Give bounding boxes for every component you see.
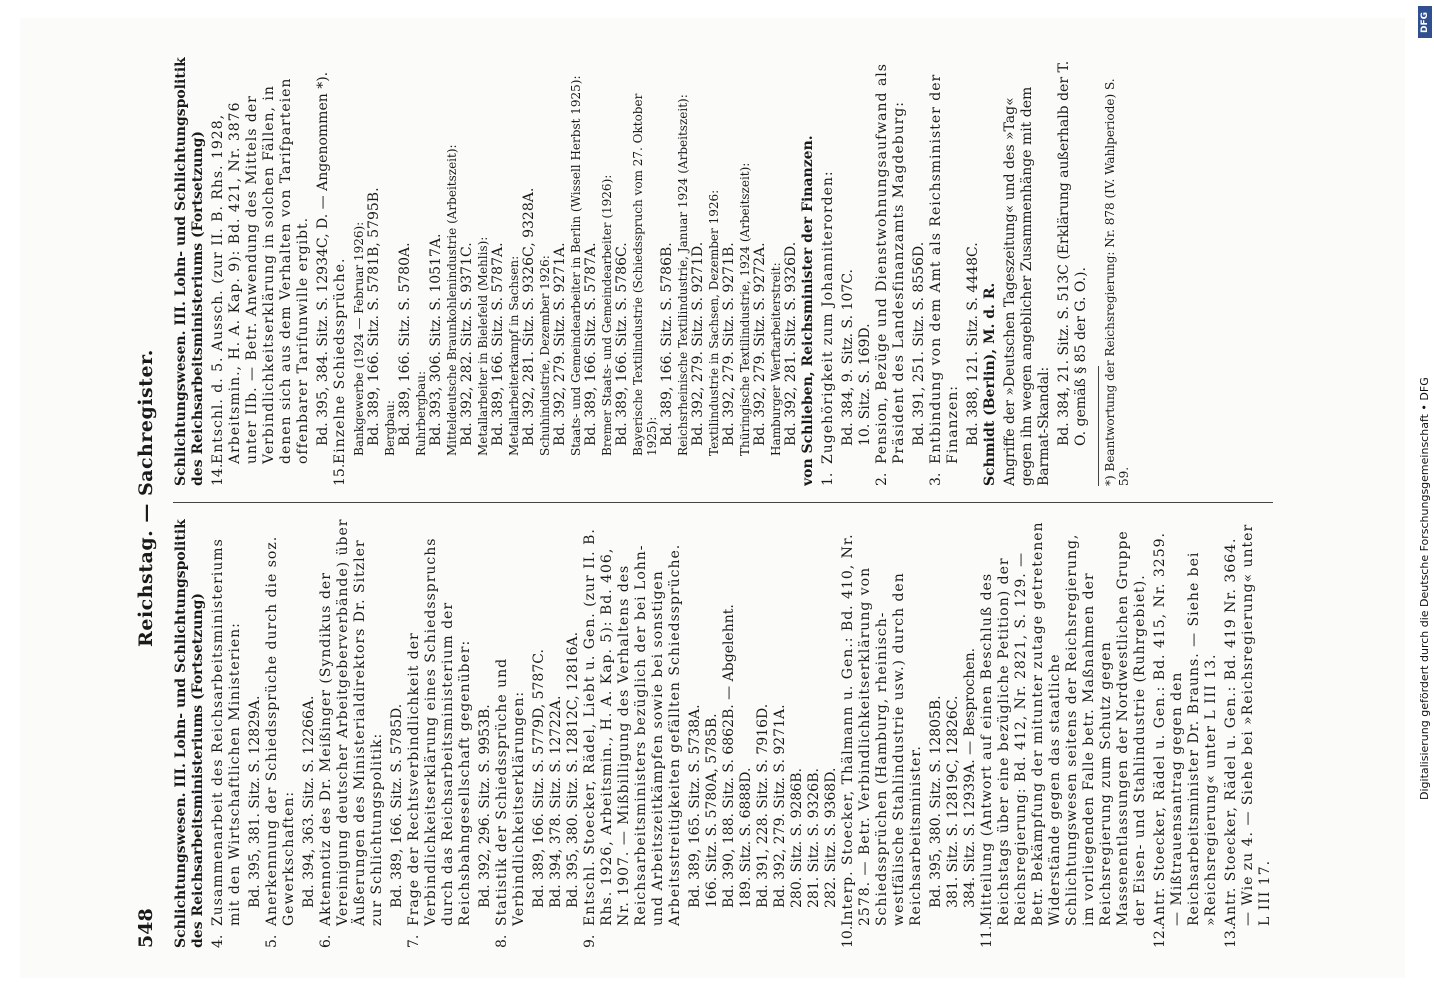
page-number: 548 — [135, 908, 157, 948]
volume-reference: 384. Sitz. S. 12939A. — Besprochen. — [962, 647, 978, 908]
volume-reference: Bd. 389, 166. Sitz. S. 5785D. — [389, 703, 405, 908]
volume-reference: Bd. 392, 279. Sitz. S. 9271A. — [772, 704, 788, 908]
volume-reference: Bd. 384, 21. Sitz. S. 513C (Erklärung außerhalb der T. O. gemäß § 85 der G. O.). — [1056, 60, 1089, 446]
item-text: Statistik der Schiedssprüche und Verbindlichkeitserklärungen: — [494, 657, 527, 926]
item-number: 7. — [406, 934, 422, 948]
item-number: 9. — [582, 934, 598, 948]
volume-reference: Bd. 394, 363. Sitz. S. 12266A. — [301, 695, 317, 908]
subtopic-label: Thüringische Textilindustrie, 1924 (Arbeitszeit): — [738, 162, 752, 456]
index-item — [979, 518, 1149, 948]
subtopic-label: Mitteldeutsche Braunkohlenindustrie (Arbeitszeit): — [445, 144, 459, 456]
item-text: Antr. Stoecker, Rädel u. Gen.: Bd. 415, Nr. 3259. — Mißtrauensantrag gegen den Reichsarbeitsminister Dr. Brauns. — Siehe bei »Reichsregierung« unter L III 13. — [1152, 532, 1219, 926]
rotated-page-content — [125, 38, 1325, 958]
subtopic-label: Metallarbeiterkampf in Sachsen: — [507, 255, 521, 456]
volume-reference: Bd. 391, 228. Sitz. S. 7916D. — [755, 703, 771, 908]
volume-reference: Bd. 389, 166. Sitz. S. 5786B. — [659, 242, 675, 446]
index-item — [582, 518, 684, 948]
item-text: Antr. Stoecker, Rädel u. Gen.: Bd. 419 Nr. 3664. — Wie zu 4. — Siehe bei »Reichsregierung« unter L III 17. — [1223, 523, 1273, 926]
volume-reference: Bd. 390, 188. Sitz. S. 6862B. — Abgelehnt. — [721, 604, 737, 908]
volume-reference: Bd. 389, 166. Sitz. S. 5787A. — [490, 242, 506, 446]
section-heading: von Schlieben, Reichsminister der Finanzen. — [800, 135, 816, 486]
item-number: 10. — [840, 925, 856, 948]
volume-reference: Bd. 392, 281. Sitz. S. 9326D. — [783, 241, 799, 446]
subtopic-label: Reichsrheinische Textilindustrie, Januar 1924 (Arbeitszeit): — [676, 94, 690, 456]
item-text: Entbindung von dem Amt als Reichsminister der Finanzen: — [928, 73, 961, 464]
volume-reference: Bd. 395, 381. Sitz. S. 12829A. — [247, 695, 263, 908]
attribution-strip — [1418, 40, 1432, 800]
item-text: Interp. Stoecker, Thälmann u. Gen.: Bd. 410, Nr. 2578. — Betr. Verbindlichkeitserklärung von Schiedssprüchen (Hamburg, rheinisch-westfälische Stahlindustrie usw.) durch den Reichsarbeitsminister. — [840, 533, 924, 926]
volume-reference: Bd. 389, 166. Sitz. S. 5781B, 5795B. — [366, 187, 382, 446]
item-text: Entschl. Stoecker, Rädel, Liebt u. Gen. (zur II. B. Rhs. 1926, Arbeitsmin., H. A. Kap. 5): Bd. 406, Nr. 1907. — Mißbilligung des Verhaltens des Reichsarbeitsministers bezüglich der bei Lohn- und Arbeitszeitkämpfen sowie bei sonstigen Arbeitsstreitigkeiten gefällten Schiedssprüche. — [582, 528, 683, 926]
footnote: *) Beantwortung der Reichsregierung: Nr. 878 (IV. Wahlperiode) S. 59. — [1103, 78, 1131, 486]
subtopic-label: Staats- und Gemeindearbeiter in Berlin (Wissell Herbst 1925): — [569, 75, 583, 456]
volume-reference: Bd. 389, 165. Sitz. S. 5738A. — [687, 704, 703, 908]
volume-reference: Bd. 384, 9. Sitz. S. 107C. — [840, 269, 856, 446]
item-number: 14. — [210, 463, 226, 486]
volume-reference: Bd. 395, 380. Sitz. S. 12805B. — [928, 695, 944, 908]
volume-reference: Bd. 388, 121. Sitz. S. 4448C. — [965, 242, 981, 446]
index-item — [264, 518, 298, 948]
footnote-rule — [1098, 366, 1099, 486]
subtopic-label: Textilindustrie in Sachsen, Dezember 1926: — [707, 189, 721, 456]
page-header — [125, 38, 165, 958]
item-number: 5. — [264, 934, 280, 948]
subtopic-label: Bayerische Textilindustrie (Schiedsspruch vom 27. Oktober 1925): — [631, 93, 659, 456]
item-number: 1. — [820, 472, 836, 486]
index-item — [406, 518, 474, 948]
index-item — [318, 518, 386, 948]
volume-reference: 166. Sitz. S. 5780A, 5785B. — [704, 713, 720, 908]
index-item — [1223, 518, 1274, 948]
index-item — [928, 56, 962, 486]
item-text: Mitteilung (Antwort auf einen Beschluß des Reichstags über eine bezügliche Petition) der Reichsregierung: Bd. 412, Nr. 2821, S. 129. — Betr. Bekämpfung der mitunter zutage getretenen Widerstände gegen das staatliche Schlichtungswesen seitens der Reichsregierung, im vorliegenden Falle betr. Maßnahmen der Reichsregierung zum Schutz gegen Massenentlassungen der Nordwestlichen Gruppe der Eisen- und Stahlindustrie (Ruhrgebiet). — [979, 521, 1148, 926]
item-text: Anerkennung der Schiedssprüche durch die soz. Gewerkschaften: — [264, 535, 297, 926]
index-item — [210, 56, 312, 486]
volume-reference: 189. Sitz. S. 6888D. — [738, 767, 754, 908]
attribution-text: Digitalisierung gefördert durch die Deutsche Forschungsgemeinschaft • DFG — [1418, 377, 1431, 800]
volume-reference: 10. Sitz. S. 169D. — [857, 323, 873, 446]
index-item — [210, 518, 244, 948]
volume-reference: Bd. 392, 279. Sitz. S. 9271D. — [690, 241, 706, 446]
item-text: Aktennotiz des Dr. Meißinger (Syndikus der Vereinigung deutscher Arbeitgeberverbände) über Äußerungen des Ministerialdirektors Dr. Sitzler zur Schlichtungspolitik: — [318, 518, 385, 926]
volume-reference: Bd. 392, 279. Sitz. S. 9272A. — [752, 242, 768, 446]
item-number: 15. — [332, 463, 348, 486]
left-column — [173, 518, 1313, 948]
item-text: Pension, Bezüge und Dienstwohnungsaufwand als Präsident des Landesfinanzamts Magdeburg: — [874, 63, 907, 464]
volume-reference: Bd. 392, 281. Sitz. S. 9326C, 9328A. — [521, 187, 537, 446]
volume-reference: Bd. 391, 251. Sitz. S. 8556D. — [911, 241, 927, 446]
item-text: Zugehörigkeit zum Johanniterorden: — [820, 170, 836, 464]
right-column — [173, 56, 1313, 486]
index-item — [332, 56, 349, 486]
item-number: 3. — [928, 472, 944, 486]
index-item — [494, 518, 528, 948]
volume-reference: Bd. 389, 166. Sitz. S. 5779D, 5787C. — [531, 649, 547, 908]
index-item — [1152, 518, 1220, 948]
index-item — [840, 518, 925, 948]
item-number: 11. — [979, 925, 995, 948]
volume-reference: 381. Sitz. S. 12819C, 12826C. — [945, 695, 961, 908]
section-heading: Schlichtungswesen. III. Lohn- und Schlichtungspolitik des Reichsarbeitsministeriums (Fortsetzung) — [173, 57, 206, 486]
scanned-page — [20, 18, 1405, 978]
item-text: Entschl. d. 5. Aussch. (zur II. B. Rhs. 1928, Arbeitsmin., H. A. Kap. 9): Bd. 421, Nr. 3876 unter IIb. — Betr. Anwendung des Mittels der Verbindlichkeitserklärung in solchen Fällen, in denen sich aus dem Verhalten von Tarifparteien offenbarer Tarifunwille ergibt. — [210, 77, 311, 464]
subtopic-label: Bremer Staats- und Gemeindearbeiter (1926): — [600, 174, 614, 456]
subtopic-label: Bergbau: — [383, 400, 397, 456]
volume-reference: 281. Sitz. S. 9326B. — [806, 768, 822, 908]
item-number: 6. — [318, 934, 334, 948]
volume-reference: Bd. 393, 306. Sitz. S. 10517A. — [428, 233, 444, 446]
item-text: Einzelne Schiedssprüche. — [332, 257, 348, 464]
volume-reference: Bd. 389, 166. Sitz. S. 5786C. — [614, 242, 630, 446]
subtopic-label: Ruhrbergbau: — [414, 370, 428, 456]
section-heading: Schlichtungswesen. III. Lohn- und Schlichtungspolitik des Reichsarbeitsministeriums (Fortsetzung) — [173, 519, 206, 948]
volume-reference: Bd. 394, 378. Sitz. S. 12722A. — [548, 695, 564, 908]
subtopic-label: Bankgewerbe (1924 — Februar 1926): — [352, 221, 366, 456]
volume-reference: Bd. 392, 282. Sitz. S. 9371C. — [459, 242, 475, 446]
volume-reference: Bd. 395, 380. Sitz. S. 12812C, 12816A. — [565, 631, 581, 908]
index-item — [820, 56, 837, 486]
volume-reference: Bd. 389, 166. Sitz. S. 5787A. — [583, 242, 599, 446]
volume-reference: 280. Sitz. S. 9286B. — [789, 768, 805, 908]
column-divider — [173, 502, 1273, 503]
volume-reference: Bd. 392, 279. Sitz. S. 9271A. — [552, 242, 568, 446]
item-number: 2. — [874, 472, 890, 486]
index-item — [874, 56, 908, 486]
item-number: 4. — [210, 934, 226, 948]
item-number: 13. — [1223, 925, 1239, 948]
subtopic-label: Hamburger Werftarbeiterstreit: — [769, 262, 783, 456]
volume-reference: Bd. 395, 384. Sitz. S. 12934C, D. — Angenommen *). — [315, 71, 331, 446]
subtopic-label: Schuhindustrie, Dezember 1926: — [538, 255, 552, 456]
volume-reference: Bd. 389, 166. Sitz. S. 5780A. — [397, 242, 413, 446]
item-number: 8. — [494, 934, 510, 948]
item-text: Zusammenarbeit des Reichsarbeitsministeriums mit den Wirtschaftlichen Ministerien: — [210, 538, 243, 926]
section-heading: Schmidt (Berlin), M. d. R. — [982, 282, 998, 486]
entry-text: Angriffe der »Deutschen Tageszeitung« und des »Tag« gegen ihn wegen angeblicher Zusammenhänge mit dem Barmat-Skandal: — [1002, 86, 1052, 486]
volume-reference: Bd. 392, 279. Sitz. S. 9271B. — [721, 242, 737, 446]
subtopic-label: Metallarbeiter in Bielefeld (Mehlis): — [476, 236, 490, 456]
volume-reference: 282. Sitz. S. 9368D. — [823, 767, 839, 908]
item-text: Frage der Rechtsverbindlichkeit der Verbindlichkeitserklärung eines Schiedsspruchs durch das Reichsarbeitsministerium der Reichsbahngesellschaft gegenüber: — [406, 537, 473, 926]
running-title: Reichstag. — Sachregister. — [135, 349, 157, 647]
dfg-logo: DFG — [1418, 6, 1432, 38]
item-number: 12. — [1152, 925, 1168, 948]
volume-reference: Bd. 392, 296. Sitz. S. 9953B. — [477, 704, 493, 908]
